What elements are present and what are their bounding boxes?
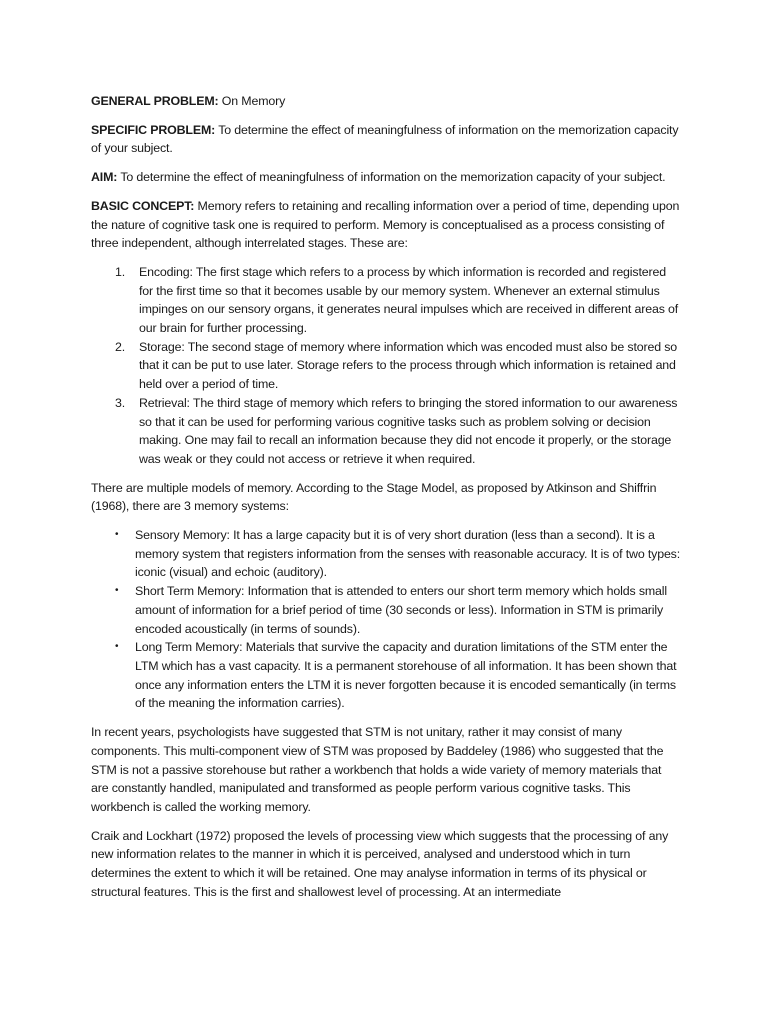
memory-systems-list bbox=[91, 526, 681, 713]
list-item-text: Encoding: The first stage which refers to a process by which information is recorded and registered for the first time so that it becomes usable by our memory system. Whenever an external stimulus impinges on our sensory organs, it generates neural impulses which are received in different areas of our brain for further processing. bbox=[139, 264, 679, 336]
list-item bbox=[91, 263, 681, 338]
list-item-text: Retrieval: The third stage of memory which refers to bringing the stored information to our awareness so that it can be used for performing various cognitive tasks such as problem solving or decision making. One may fail to recall an information because they did not encode it properly, or the storage was weak or they could not access or retrieve it when required. bbox=[139, 395, 678, 466]
list-item bbox=[91, 582, 681, 638]
general-problem-paragraph bbox=[91, 92, 681, 111]
list-item bbox=[91, 526, 681, 582]
aim-text: To determine the effect of meaningfulness of information on the memorization capacity of your subject. bbox=[117, 170, 666, 185]
list-item bbox=[91, 338, 681, 394]
document-page bbox=[91, 92, 681, 911]
aim-paragraph bbox=[91, 168, 681, 187]
list-item-text: Storage: The second stage of memory where information which was encoded must also be stored so that it can be put to use later. Storage refers to the process through which information is retained and held over a period of time. bbox=[139, 339, 678, 392]
bullet-icon: • bbox=[115, 641, 119, 653]
list-item-text: Short Term Memory: Information that is attended to enters our short term memory which holds small amount of information for a brief period of time (30 seconds or less). Information in STM is primarily encoded acoustically (in terms of sounds). bbox=[135, 584, 667, 636]
working-memory-paragraph: In recent years, psychologists have suggested that STM is not unitary, rather it may consist of many components. This multi-component view of STM was proposed by Baddeley (1986) who suggested that the STM is not a passive storehouse but rather a workbench that holds a wide variety of memory materials that are constantly handled, manipulated and transformed as people perform various cognitive tasks. This workbench is called the working memory. bbox=[91, 725, 664, 814]
basic-concept-label: BASIC CONCEPT: bbox=[91, 198, 195, 213]
specific-problem-paragraph bbox=[91, 121, 681, 158]
list-number: 1. bbox=[115, 264, 126, 279]
models-intro-paragraph: There are multiple models of memory. According to the Stage Model, as proposed by Atkinson and Shiffrin (1968), there are 3 memory systems: bbox=[91, 480, 657, 514]
bullet-icon: • bbox=[115, 585, 119, 597]
bullet-icon: • bbox=[115, 529, 119, 541]
list-item-text: Sensory Memory: It has a large capacity but it is of very short duration (less than a second). It is a memory system that registers information from the senses with reasonable accuracy. It is of two types: iconic (visual) and echoic (auditory). bbox=[135, 528, 681, 580]
basic-concept-text: Memory refers to retaining and recalling information over a period of time, depending upon the nature of cognitive task one is required to perform. Memory is conceptualised as a process consisting of three independent, although interrelated stages. These are: bbox=[91, 198, 680, 251]
list-number: 3. bbox=[115, 395, 126, 410]
specific-problem-label: SPECIFIC PROBLEM: bbox=[91, 122, 216, 137]
levels-of-processing-paragraph: Craik and Lockhart (1972) proposed the levels of processing view which suggests that the processing of any new information relates to the manner in which it is perceived, analysed and understood which in turn determines the extent to which it will be retained. One may analyse information in terms of its physical or structural features. This is the first and shallowest level of processing. At an intermediate bbox=[91, 828, 669, 899]
general-problem-label: GENERAL PROBLEM: bbox=[91, 94, 219, 108]
list-item bbox=[91, 394, 681, 469]
basic-concept-paragraph bbox=[91, 197, 681, 253]
general-problem-text: On Memory bbox=[218, 94, 286, 108]
list-number: 2. bbox=[115, 339, 126, 354]
specific-problem-text: To determine the effect of meaningfulness of information on the memorization capacity of your subject. bbox=[91, 122, 679, 156]
memory-stages-list bbox=[91, 263, 681, 469]
aim-label: AIM: bbox=[91, 170, 118, 185]
list-item-text: Long Term Memory: Materials that survive the capacity and duration limitations of the STM enter the LTM which has a vast capacity. It is a permanent storehouse of all information. It has been shown that once any information enters the LTM it is never forgotten because it is encoded semantically (in terms of the meaning the information carries). bbox=[135, 640, 677, 711]
list-item bbox=[91, 638, 681, 713]
